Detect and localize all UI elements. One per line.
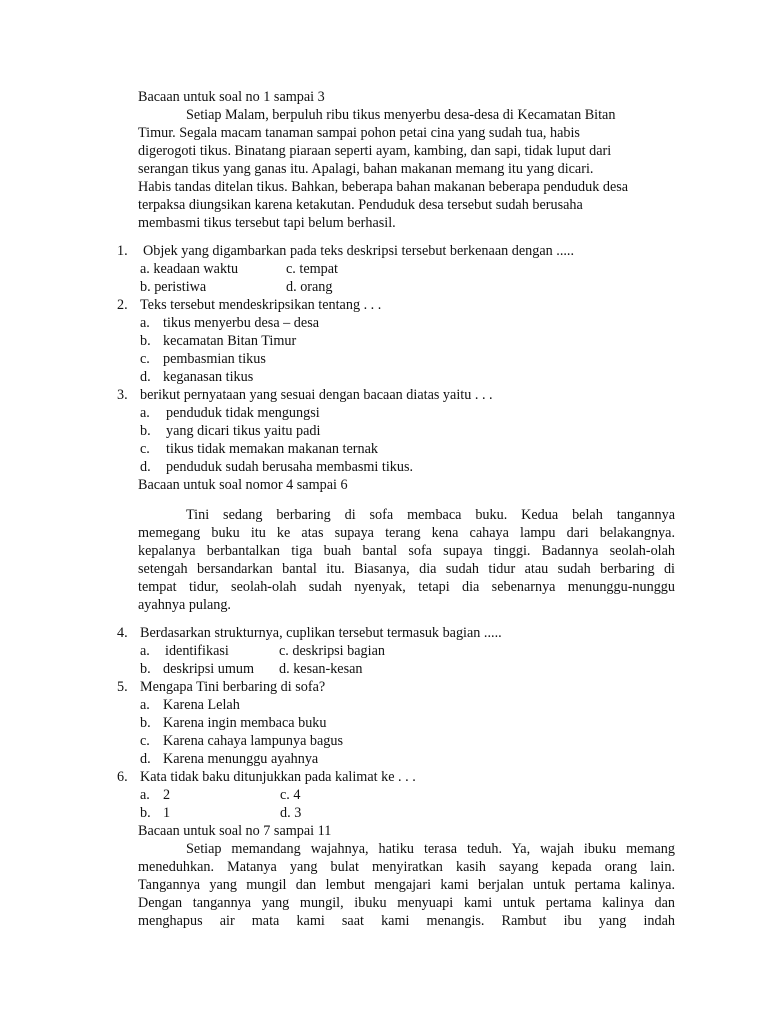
passage-3-line: meneduhkan. Matanya yang bulat menyiratkan kasih sayang kepada orang lain. [138, 859, 675, 875]
question-6-option-b-letter: b. [140, 805, 151, 821]
question-3-number: 3. [117, 387, 128, 403]
question-6-number: 6. [117, 769, 128, 785]
question-3-option-letter: c. [140, 441, 150, 457]
passage-1-line: Habis tandas ditelan tikus. Bahkan, beberapa bahan makanan beberapa penduduk desa [138, 179, 629, 195]
question-1-option-c: c. tempat [286, 261, 338, 277]
passage-3-line: Dengan tangannya yang mungil, ibuku menyuapi kami untuk pertama kalinya dan [138, 895, 675, 911]
question-5-number: 5. [117, 679, 128, 695]
question-4-option-d: d. kesan-kesan [279, 661, 363, 677]
passage-2-line: ayahnya pulang. [138, 597, 231, 613]
passage-2-line: memegang buku itu ke atas supaya terang kena cahaya lampu dari belakangnya. [138, 525, 675, 541]
question-5-option-letter: d. [140, 751, 151, 767]
passage-1-line: Setiap Malam, berpuluh ribu tikus menyerbu desa-desa di Kecamatan Bitan [186, 107, 616, 123]
question-6-option-d: d. 3 [280, 805, 302, 821]
question-1-text: Objek yang digambarkan pada teks deskripsi tersebut berkenaan dengan ..... [143, 243, 575, 259]
question-4-option-c: c. deskripsi bagian [279, 643, 385, 659]
question-4-option-a-letter: a. [140, 643, 150, 659]
passage-1-line: terpaksa diungsikan karena ketakutan. Penduduk desa tersebut sudah berusaha [138, 197, 583, 213]
passage-1-heading: Bacaan untuk soal no 1 sampai 3 [138, 89, 325, 105]
passage-2-heading: Bacaan untuk soal nomor 4 sampai 6 [138, 477, 348, 493]
question-5-option-text: Karena cahaya lampunya bagus [163, 733, 344, 749]
question-3-option-letter: d. [140, 459, 151, 475]
question-2-option-text: tikus menyerbu desa – desa [163, 315, 320, 331]
question-3-option-text: yang dicari tikus yaitu padi [166, 423, 321, 439]
passage-2-line: tempat tidur, seolah-olah sudah nyenyak, tetapi dia sebenarnya menunggu-nunggu [138, 579, 675, 595]
passage-3-line: Tangannya yang mungil dan lembut mengajari kami berjalan untuk pertama kalinya. [138, 877, 675, 893]
question-5-option-letter: a. [140, 697, 150, 713]
question-5-option-text: Karena menunggu ayahnya [163, 751, 319, 767]
question-4-number: 4. [117, 625, 128, 641]
passage-1-line: digerogoti tikus. Binatang piaraan seperti ayam, kambing, dan sapi, tidak luput dari [138, 143, 612, 159]
question-4-option-b-text: deskripsi umum [163, 661, 255, 677]
question-1-option-d: d. orang [286, 279, 333, 295]
passage-3-line: Setiap memandang wajahnya, hatiku terasa teduh. Ya, wajah ibuku memang [186, 841, 675, 857]
question-4-option-a-text: identifikasi [165, 643, 229, 659]
question-1-number: 1. [117, 243, 128, 259]
question-2-option-text: keganasan tikus [163, 369, 254, 385]
question-4-option-b-letter: b. [140, 661, 151, 677]
question-2-option-letter: d. [140, 369, 151, 385]
question-5-option-text: Karena Lelah [163, 697, 240, 713]
question-5-option-letter: b. [140, 715, 151, 731]
question-3-option-letter: b. [140, 423, 151, 439]
question-1-option-a: a. keadaan waktu [140, 261, 239, 277]
question-1-option-b: b. peristiwa [140, 279, 207, 295]
question-2-option-text: pembasmian tikus [163, 351, 266, 367]
question-3-option-text: penduduk sudah berusaha membasmi tikus. [166, 459, 414, 475]
question-3-text: berikut pernyataan yang sesuai dengan bacaan diatas yaitu . . . [140, 387, 493, 403]
question-5-option-letter: c. [140, 733, 150, 749]
passage-1-line: serangan tikus yang ganas itu. Apalagi, bahan makanan memang itu yang dicari. [138, 161, 594, 177]
question-4-text: Berdasarkan strukturnya, cuplikan tersebut termasuk bagian ..... [140, 625, 502, 641]
passage-1-line: Timur. Segala macam tanaman sampai pohon petai cina yang sudah tua, habis [138, 125, 580, 141]
question-2-option-text: kecamatan Bitan Timur [163, 333, 297, 349]
question-3-option-text: tikus tidak memakan makanan ternak [166, 441, 378, 457]
question-3-option-text: penduduk tidak mengungsi [166, 405, 320, 421]
passage-2-line: setengah bersandarkan bantal itu. Biasanya, dia sudah tidur atau sudah berbaring di [138, 561, 675, 577]
question-6-text: Kata tidak baku ditunjukkan pada kalimat ke . . . [140, 769, 416, 785]
question-6-option-a-letter: a. [140, 787, 150, 803]
passage-3-heading: Bacaan untuk soal no 7 sampai 11 [138, 823, 332, 839]
question-2-number: 2. [117, 297, 128, 313]
passage-3-line: menghapus air mata kami saat kami menangis. Rambut ibu yang indah [138, 913, 675, 929]
passage-3-body [138, 840, 675, 930]
question-6-option-b-text: 1 [163, 805, 171, 821]
question-3-option-letter: a. [140, 405, 150, 421]
passage-2-line: kepalanya berbantalkan tiga buah bantal sofa supaya tinggi. Badannya seolah-olah [138, 543, 675, 559]
question-2-text: Teks tersebut mendeskripsikan tentang . . . [140, 297, 382, 313]
question-6-option-a-text: 2 [163, 787, 171, 803]
passage-2-line: Tini sedang berbaring di sofa membaca buku. Kedua belah tangannya [186, 507, 675, 523]
passage-2-body [138, 506, 675, 614]
question-2-option-letter: c. [140, 351, 150, 367]
question-5-option-text: Karena ingin membaca buku [163, 715, 327, 731]
passage-1-line: membasmi tikus tersebut tapi belum berhasil. [138, 215, 396, 231]
question-6-option-c: c. 4 [280, 787, 301, 803]
question-5-text: Mengapa Tini berbaring di sofa? [140, 679, 326, 695]
question-2-option-letter: a. [140, 315, 150, 331]
question-2-option-letter: b. [140, 333, 151, 349]
